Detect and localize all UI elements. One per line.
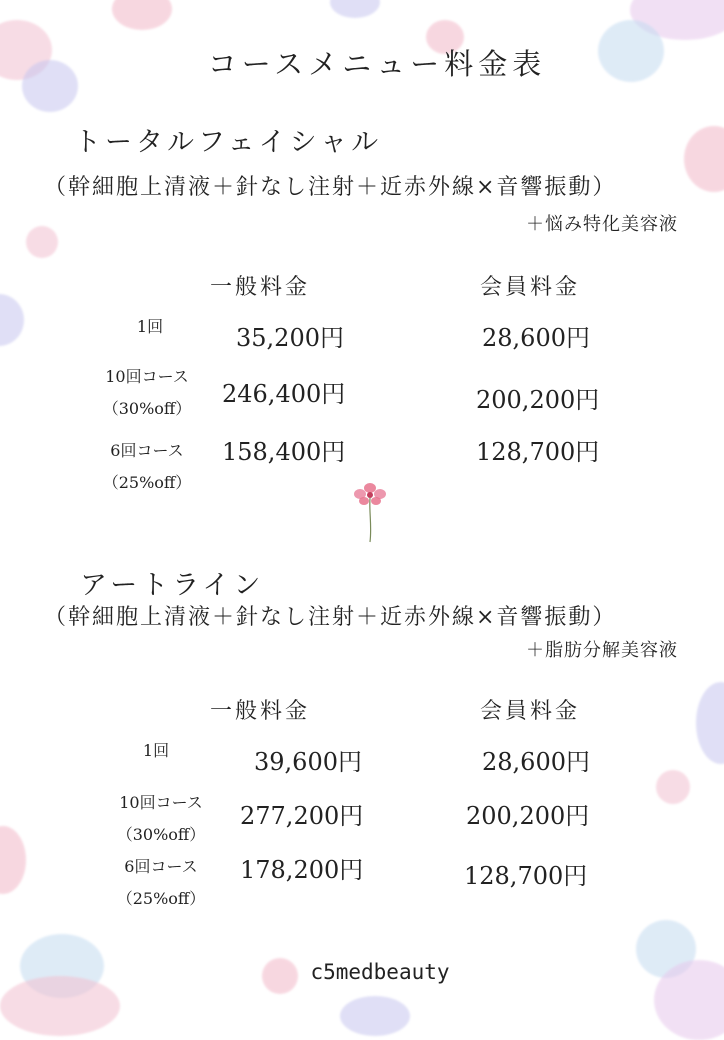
column-header-general: 一般料金 — [210, 275, 311, 300]
course-name: 6回コース — [124, 857, 198, 876]
row-label — [96, 858, 226, 909]
section-heading-art-line: アートライン — [80, 570, 265, 601]
price-member: 28,600円 — [482, 324, 590, 352]
watercolor-blob — [684, 126, 724, 192]
course-name: 1回 — [142, 741, 170, 760]
column-header-member: 会員料金 — [480, 275, 581, 300]
footer-brand: c5medbeauty — [310, 960, 450, 984]
section-subheading: （幹細胞上清液＋針なし注射＋近赤外線×音響振動） — [44, 175, 617, 200]
discount-note: （30%off） — [116, 825, 206, 845]
row-label — [126, 742, 186, 760]
row-label — [120, 318, 180, 336]
price-general: 246,400円 — [222, 380, 346, 408]
watercolor-blob — [0, 976, 120, 1036]
row-label — [82, 442, 212, 493]
watercolor-blob — [112, 0, 172, 30]
price-general: 35,200円 — [236, 324, 344, 352]
price-member: 200,200円 — [466, 802, 590, 830]
section-addon: ＋脂肪分解美容液 — [526, 640, 678, 661]
price-general: 39,600円 — [254, 748, 362, 776]
section-addon: ＋悩み特化美容液 — [526, 214, 678, 235]
watercolor-blob — [340, 996, 410, 1036]
watercolor-blob — [26, 226, 58, 258]
price-general: 158,400円 — [222, 438, 346, 466]
price-member: 128,700円 — [464, 862, 588, 890]
watercolor-blob — [0, 294, 24, 346]
watercolor-blob — [330, 0, 380, 18]
price-member: 28,600円 — [482, 748, 590, 776]
course-name: 6回コース — [110, 441, 184, 460]
column-header-member: 会員料金 — [480, 699, 581, 724]
flower-icon — [352, 482, 388, 544]
price-general: 277,200円 — [240, 802, 364, 830]
section-heading-total-facial: トータルフェイシャル — [74, 127, 383, 158]
course-name: 10回コース — [105, 367, 189, 386]
watercolor-blob — [0, 826, 26, 894]
section-subheading: （幹細胞上清液＋針なし注射＋近赤外線×音響振動） — [44, 605, 617, 630]
row-label — [82, 368, 212, 419]
discount-note: （30%off） — [102, 399, 192, 419]
row-label — [96, 794, 226, 845]
watercolor-blob — [656, 770, 690, 804]
price-member: 200,200円 — [476, 386, 600, 414]
course-name: 10回コース — [119, 793, 203, 812]
page-title: コースメニュー料金表 — [207, 47, 547, 81]
discount-note: （25%off） — [116, 889, 206, 909]
discount-note: （25%off） — [102, 473, 192, 493]
price-general: 178,200円 — [240, 856, 364, 884]
price-member: 128,700円 — [476, 438, 600, 466]
course-name: 1回 — [136, 317, 164, 336]
watercolor-blob — [696, 682, 724, 764]
column-header-general: 一般料金 — [210, 699, 311, 724]
